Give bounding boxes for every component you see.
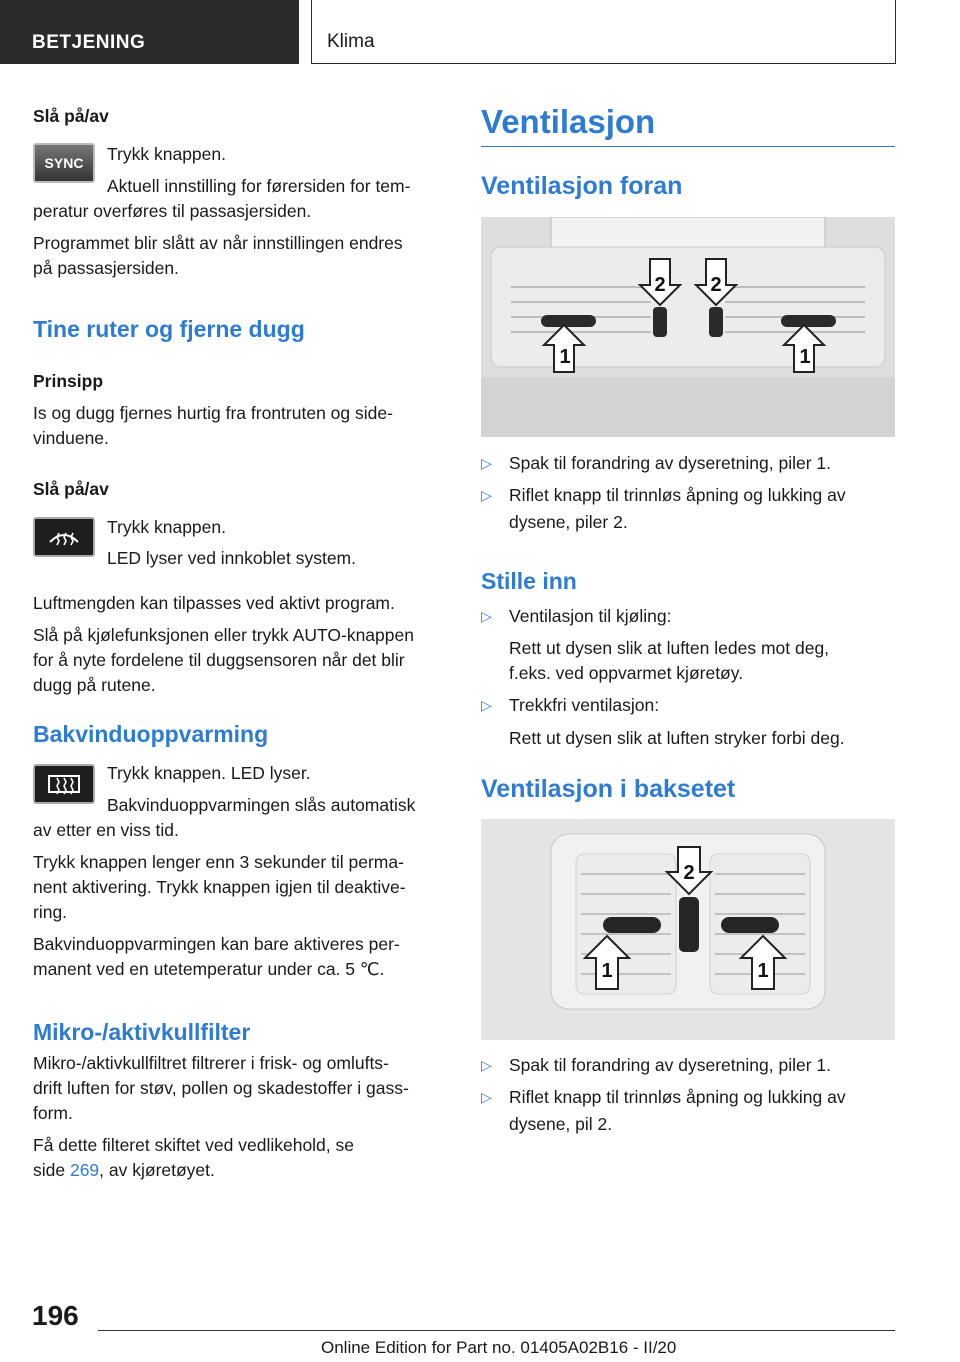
list-item: ▷ Riflet knapp til trinnløs åpning og lukking av dysene, pil 2. (481, 1084, 895, 1138)
rear-vents-figure (481, 819, 895, 1040)
rear-text-2a: Bakvinduoppvarmingen slås automatisk (107, 795, 416, 815)
label-2-left: 2 (654, 274, 666, 296)
bullet-icon: ▷ (481, 487, 492, 503)
filter-text-1b: drift luften for støv, pollen og skadestoffer i gass- (33, 1078, 409, 1098)
sync-text-3a: Programmet blir slått av når innstillingen endres (33, 233, 403, 253)
defrost-text-1: Trykk knappen. (107, 517, 226, 537)
page-number: 196 (32, 1300, 79, 1331)
sync-button-icon: SYNC (33, 143, 95, 183)
defrost-front-icon (33, 517, 95, 557)
front-vents-figure (481, 217, 895, 437)
defrost-text-4a: Slå på kjølefunksjonen eller trykk AUTO-knappen (33, 625, 414, 645)
defrost-text-4c: dugg på rutene. (33, 675, 156, 695)
rear-label-2: 2 (683, 862, 695, 884)
rear-text-2b: av etter en viss tid. (33, 820, 179, 840)
chapter-tab: Klima (311, 0, 896, 64)
principle-text-a: Is og dugg fjernes hurtig fra frontruten og side- (33, 403, 393, 423)
rear-ventilation-title: Ventilasjon i baksetet (481, 775, 736, 803)
bullet-icon: ▷ (481, 608, 492, 624)
filter-text-1a: Mikro-/aktivkullfiltret filtrerer i frisk- og omlufts- (33, 1053, 389, 1073)
adjust-text-2: Rett ut dysen slik at luften stryker forbi deg. (509, 728, 845, 748)
adjust-title: Stille inn (481, 568, 577, 594)
filter-title: Mikro-/aktivkullfilter (33, 1019, 251, 1045)
filter-text-1c: form. (33, 1103, 73, 1123)
defrost-text-4b: for å nyte fordelene til duggsensoren når det blir (33, 650, 405, 670)
list-item: ▷ Spak til forandring av dyseretning, piler 1. (481, 450, 895, 477)
bullet-icon: ▷ (481, 455, 492, 471)
filter-text-2a: Få dette filteret skiftet ved vedlikehold, se (33, 1135, 354, 1155)
rear-heating-title: Bakvinduoppvarming (33, 721, 269, 747)
rear-text-4b: manent ved en utetemperatur under ca. 5 ℃. (33, 959, 385, 979)
bullet-icon: ▷ (481, 1057, 492, 1073)
sync-text-1: Trykk knappen. (107, 144, 226, 164)
principle-heading: Prinsipp (33, 371, 104, 391)
principle-text-b: vinduene. (33, 428, 109, 448)
page-link[interactable]: 269 (69, 1160, 100, 1180)
ventilation-title: Ventilasjon (481, 103, 656, 140)
list-item: ▷ Riflet knapp til trinnløs åpning og lukking av dysene, piler 2. (481, 482, 895, 536)
list-item: ▷ Spak til forandring av dyseretning, piler 1. (481, 1052, 895, 1079)
adjust-text-1b: f.eks. ved oppvarmet kjøretøy. (509, 663, 744, 683)
rear-text-1: Trykk knappen. LED lyser. (107, 763, 311, 783)
sync-text-2b: peratur overføres til passasjersiden. (33, 201, 312, 221)
rear-text-3c: ring. (33, 902, 68, 922)
bullet-icon: ▷ (481, 697, 492, 713)
sync-heading: Slå på/av (33, 106, 109, 126)
label-1-right: 1 (799, 346, 811, 368)
rear-label-1-left: 1 (601, 960, 613, 982)
filter-text-2b: side 269, av kjøretøyet. (33, 1160, 215, 1180)
defrost-onoff-heading: Slå på/av (33, 479, 109, 499)
rear-text-4a: Bakvinduoppvarmingen kan bare aktiveres per- (33, 934, 400, 954)
rear-window-heating-icon (33, 764, 95, 804)
title-rule (481, 146, 895, 147)
label-2-right: 2 (710, 274, 722, 296)
rear-label-1-right: 1 (757, 960, 769, 982)
list-item: ▷ Trekkfri ventilasjon: (481, 692, 895, 719)
bullet-icon: ▷ (481, 1089, 492, 1105)
front-ventilation-title: Ventilasjon foran (481, 172, 683, 200)
footer-rule (98, 1330, 895, 1331)
adjust-text-1a: Rett ut dysen slik at luften ledes mot deg, (509, 638, 830, 658)
rear-text-3a: Trykk knappen lenger enn 3 sekunder til perma- (33, 852, 404, 872)
section-tab: BETJENING (0, 0, 299, 64)
list-item: ▷ Ventilasjon til kjøling: (481, 603, 895, 630)
defrost-text-3: Luftmengden kan tilpasses ved aktivt program. (33, 593, 395, 613)
label-1-left: 1 (559, 346, 571, 368)
defrost-title: Tine ruter og fjerne dugg (33, 316, 305, 342)
sync-text-3b: på passasjersiden. (33, 258, 179, 278)
sync-text-2a: Aktuell innstilling for førersiden for tem- (107, 176, 411, 196)
edition-note: Online Edition for Part no. 01405A02B16 - II/20 (321, 1338, 677, 1357)
defrost-text-2: LED lyser ved innkoblet system. (107, 548, 356, 568)
rear-text-3b: nent aktivering. Trykk knappen igjen til deaktive- (33, 877, 406, 897)
